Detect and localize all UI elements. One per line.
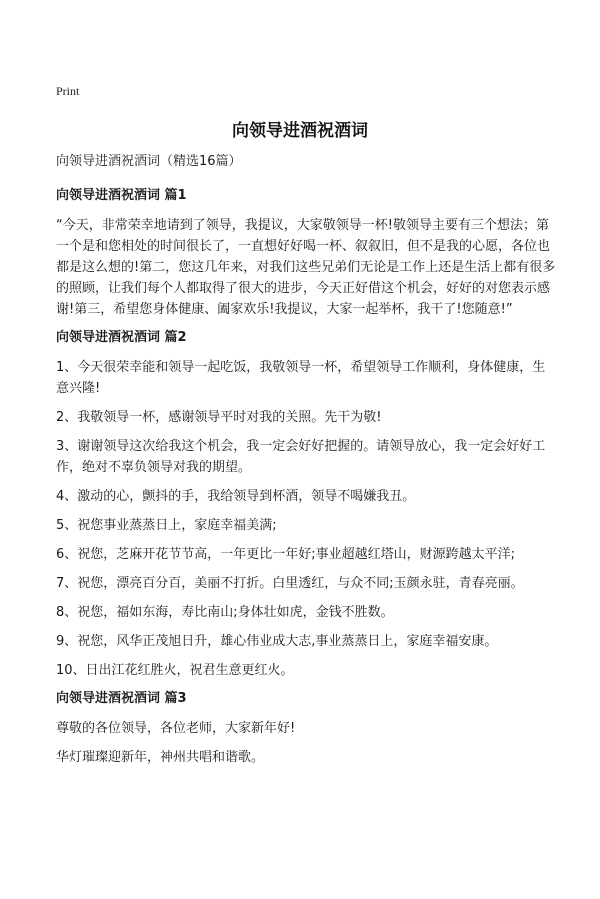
section-heading: 向领导进酒祝酒词 篇3 [56, 691, 187, 706]
section-heading: 向领导进酒祝酒词 篇1 [56, 188, 187, 203]
print-label[interactable]: Print [56, 84, 80, 98]
document-body [56, 152, 556, 776]
list-item: 1、今天很荣幸能和领导一起吃饭，我敬领导一杯，希望领导工作顺利，身体健康，生意兴隆! [56, 360, 546, 396]
list-item: 9、祝您，风华正茂旭日升，雄心伟业成大志,事业蒸蒸日上，家庭幸福安康。 [56, 634, 498, 649]
section-3 [56, 689, 556, 768]
paragraph: 华灯璀璨迎新年，神州共唱和谐歌。 [56, 750, 265, 765]
list-item: 2、我敬领导一杯，感谢领导平时对我的关照。先干为敬! [56, 410, 382, 425]
document-subtitle: 向领导进酒祝酒词（精选16篇） [56, 154, 242, 169]
section-heading: 向领导进酒祝酒词 篇2 [56, 330, 187, 345]
paragraph: 尊敬的各位领导，各位老师，大家新年好! [56, 721, 296, 736]
list-item: 10、日出江花红胜火，祝君生意更红火。 [56, 663, 294, 678]
list-item: 8、祝您，福如东海，寿比南山;身体壮如虎，金钱不胜数。 [56, 605, 394, 620]
list-item: 4、激动的心，颤抖的手，我给领导到杯酒，领导不喝嫌我丑。 [56, 489, 416, 504]
section-2 [56, 328, 556, 681]
list-item: 5、祝您事业蒸蒸日上，家庭幸福美满; [56, 518, 277, 533]
list-item: 3、谢谢领导这次给我这个机会，我一定会好好把握的。请领导放心，我一定会好好工作，绝对不辜负领导对我的期望。 [56, 439, 546, 475]
paragraph: “今天，非常荣幸地请到了领导，我提议，大家敬领导一杯!敬领导主要有三个想法；第一个是和您相处的时间很长了，一直想好好喝一杯、叙叙旧，但不是我的心愿，各位也都是这么想的!第二，您这几年来，对我们这些兄弟们无论是工作上还是生活上都有很多的照顾，让我们每个人都取得了很大的进步，今天正好借这个机会，好好的对您表示感谢!第三，希望您身体健康、阖家欢乐!我提议，大家一起举杯，我干了!您随意!” [56, 218, 556, 317]
list-item: 7、祝您，漂亮百分百，美丽不打折。白里透红，与众不同;玉颜永驻，青春亮丽。 [56, 576, 524, 591]
section-1 [56, 186, 556, 320]
page-title: 向领导进酒祝酒词 [232, 121, 368, 141]
list-item: 6、祝您，芝麻开花节节高，一年更比一年好;事业超越红塔山，财源跨越太平洋; [56, 547, 516, 562]
